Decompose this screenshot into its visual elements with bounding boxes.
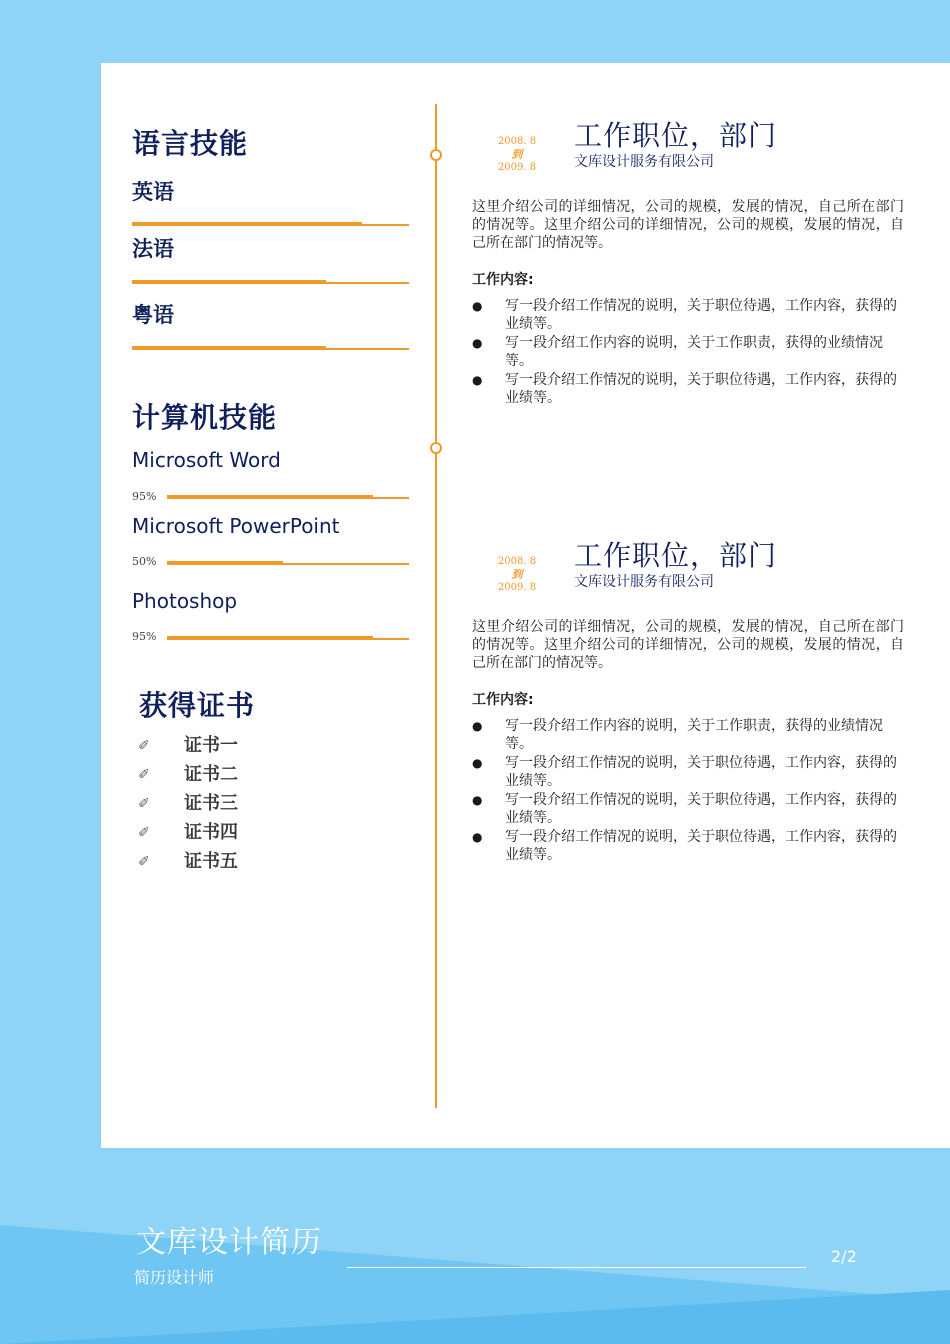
computer-skills-title: 计算机技能 [132, 401, 278, 434]
level-fill [132, 346, 326, 350]
skill-name: Microsoft PowerPoint [132, 514, 340, 538]
skill-name: Photoshop [132, 589, 238, 613]
paperclip-icon: ✐ [138, 767, 150, 783]
certificate-label: 证书二 [184, 764, 238, 785]
timeline-dot [430, 149, 442, 161]
list-item: ● 写一段介绍工作内容的说明，关于工作职责，获得的业绩情况等。 [472, 718, 883, 752]
language-skills-title: 语言技能 [132, 127, 249, 160]
list-item: ● 写一段介绍工作内容的说明，关于工作职责，获得的业绩情况等。 [472, 335, 883, 369]
job-company: 文库设计服务有限公司 [574, 574, 714, 590]
skill-name: Microsoft Word [132, 448, 281, 472]
job-title: 工作职位，部门 [574, 119, 778, 152]
date-to: 2009. 8 [497, 582, 537, 593]
certificate-item [138, 850, 238, 874]
list-item: ● 写一段介绍工作情况的说明，关于职位待遇，工作内容，获得的业绩等。 [472, 755, 897, 789]
bullet-icon: ● [472, 373, 483, 387]
paperclip-icon: ✐ [138, 796, 150, 812]
level-fill [132, 280, 326, 284]
date-to-word: 到 [511, 568, 523, 581]
certificate-item [138, 821, 238, 845]
bullet-icon: ● [472, 793, 483, 807]
certificate-item [138, 734, 238, 758]
skill-percent: 95% [132, 490, 157, 503]
list-item: ● 写一段介绍工作情况的说明，关于职位待遇，工作内容，获得的业绩等。 [472, 298, 897, 332]
certificate-item [138, 763, 238, 787]
certificate-label: 证书一 [184, 735, 238, 756]
language-name: 法语 [132, 237, 174, 261]
job-bullet-list [472, 297, 907, 408]
skill-percent: 95% [132, 630, 157, 643]
footer-title: 文库设计简历 [136, 1225, 322, 1260]
skill-level-bar [167, 497, 409, 499]
certificate-label: 证书五 [184, 851, 238, 872]
paperclip-icon: ✐ [138, 738, 150, 754]
timeline-dot [430, 442, 442, 454]
date-to: 2009. 8 [497, 162, 537, 173]
language-level-bar [132, 348, 409, 350]
certificate-label: 证书四 [184, 822, 238, 843]
certificates-title: 获得证书 [139, 689, 256, 722]
language-level-bar [132, 224, 409, 226]
skill-percent: 50% [132, 555, 157, 568]
list-item: ● 写一段介绍工作情况的说明，关于职位待遇，工作内容，获得的业绩等。 [472, 829, 897, 863]
timeline-line [435, 104, 437, 1108]
date-from: 2008. 8 [497, 136, 537, 147]
date-from: 2008. 8 [497, 556, 537, 567]
skill-level-bar [167, 638, 409, 640]
language-name: 粤语 [132, 303, 174, 327]
paperclip-icon: ✐ [138, 825, 150, 841]
bullet-icon: ● [472, 756, 483, 770]
job-content-label: 工作内容: [472, 272, 534, 288]
list-item: ● 写一段介绍工作情况的说明，关于职位待遇，工作内容，获得的业绩等。 [472, 792, 897, 826]
job-company: 文库设计服务有限公司 [574, 154, 714, 170]
certificate-item [138, 792, 238, 816]
level-fill [132, 222, 362, 226]
job-description: 这里介绍公司的详细情况，公司的规模，发展的情况，自己所在部门的情况等。这里介绍公司的详细情况，公司的规模，发展的情况，自己所在部门的情况等。 [472, 619, 904, 671]
bullet-icon: ● [472, 830, 483, 844]
certificate-label: 证书三 [184, 793, 238, 814]
job-date [497, 555, 537, 594]
job-description: 这里介绍公司的详细情况，公司的规模，发展的情况，自己所在部门的情况等。这里介绍公司的详细情况，公司的规模，发展的情况，自己所在部门的情况等。 [472, 199, 904, 251]
level-fill [167, 495, 373, 499]
page-number: 2/2 [831, 1247, 857, 1266]
job-entry [472, 119, 907, 420]
list-item: ● 写一段介绍工作情况的说明，关于职位待遇，工作内容，获得的业绩等。 [472, 372, 897, 406]
job-content-label: 工作内容: [472, 692, 534, 708]
bullet-icon: ● [472, 299, 483, 313]
skill-level-bar [167, 563, 409, 565]
date-to-word: 到 [511, 148, 523, 161]
job-date [497, 135, 537, 174]
job-bullet-list [472, 717, 907, 863]
bullet-icon: ● [472, 719, 483, 733]
level-fill [167, 636, 373, 640]
language-name: 英语 [132, 180, 174, 204]
job-entry [472, 539, 907, 863]
footer-divider [347, 1267, 806, 1268]
paperclip-icon: ✐ [138, 854, 150, 870]
job-title: 工作职位，部门 [574, 539, 778, 572]
footer-subtitle: 简历设计师 [134, 1268, 215, 1287]
level-fill [167, 561, 283, 565]
bullet-icon: ● [472, 336, 483, 350]
language-level-bar [132, 282, 409, 284]
